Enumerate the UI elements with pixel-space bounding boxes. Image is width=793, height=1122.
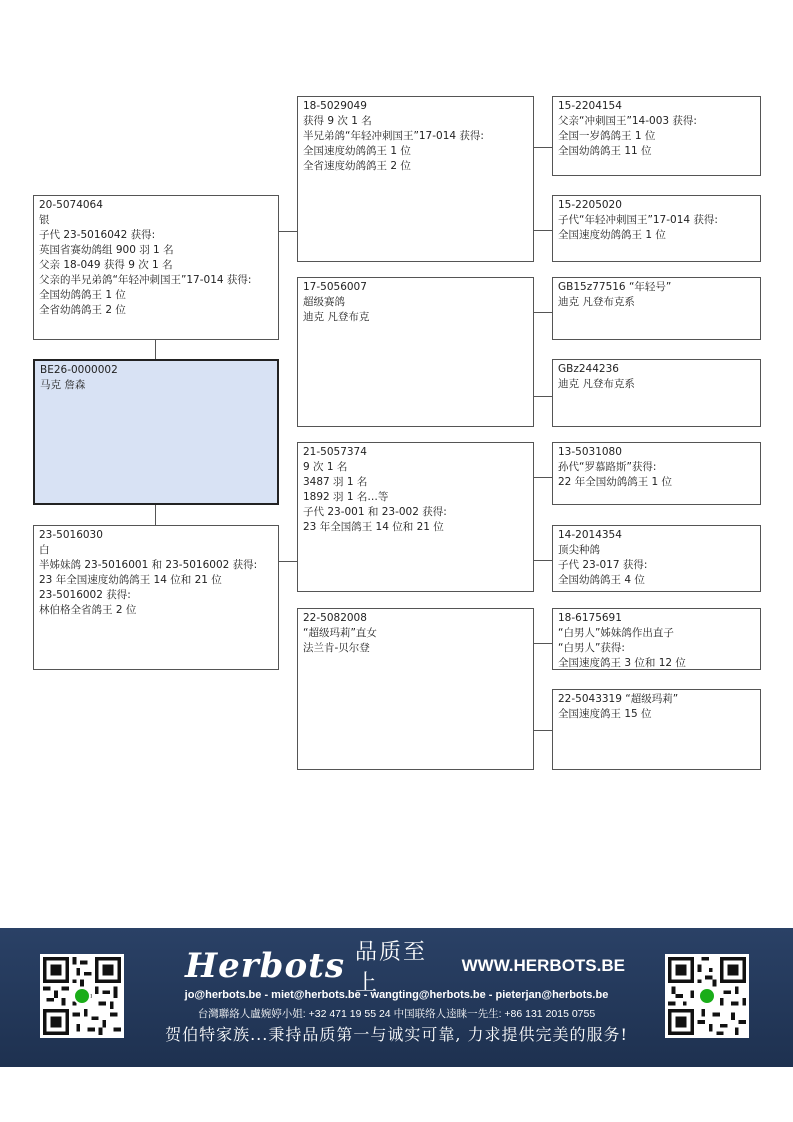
connector-gp2-to-ggp3	[534, 312, 552, 313]
connector-sire-subject	[155, 340, 156, 359]
connector-gp4-to-ggp8	[534, 730, 552, 731]
great-grandparent-1-box: 15-2204154 父亲“冲刺国王”14-003 获得: 全国一岁鸽鸽王 1 位 全国幼鸽鸽王 11 位	[552, 96, 761, 176]
connector-gp4-to-ggp7	[534, 643, 552, 644]
connector-gp2-to-ggp4	[534, 396, 552, 397]
connector-subject-dam	[155, 505, 156, 525]
great-grandparent-7-box: 18-6175691 “白男人”姊妹鸽作出直子 “白男人”获得: 全国速度鸽王 3 位和 12 位	[552, 608, 761, 670]
great-grandparent-4-box: GBz244236 迪克 凡登布克系	[552, 359, 761, 427]
sire-box: 20-5074064 银 子代 23-5016042 获得: 英国省赛幼鸽组 900 羽 1 名 父亲 18-049 获得 9 次 1 名 父亲的半兄弟鸽“年轻冲刺国王”17-014 获得: 全国幼鸽鸽王 1 位 全省幼鸽鸽王 2 位	[33, 195, 279, 340]
connector-gp1-to-ggp2	[534, 230, 552, 231]
great-grandparent-6-box: 14-2014354 顶尖种鸽 子代 23-017 获得: 全国幼鸽鸽王 4 位	[552, 525, 761, 592]
connector-sire-to-gp	[279, 231, 297, 232]
dam-sire-box: 21-5057374 9 次 1 名 3487 羽 1 名 1892 羽 1 名…等 子代 23-001 和 23-002 获得: 23 年全国鸽王 14 位和 21 位	[297, 442, 534, 592]
subject-box: BE26-0000002 马克 詹森	[33, 359, 279, 505]
qr-code-wechat-icon[interactable]	[665, 954, 749, 1038]
contact-emails[interactable]: jo@herbots.be - miet@herbots.be - wangting@herbots.be - pieterjan@herbots.be	[184, 989, 609, 1001]
website-link[interactable]: WWW.HERBOTS.BE	[461, 956, 625, 975]
brand-logo: Herbots	[185, 946, 345, 986]
great-grandparent-5-box: 13-5031080 孙代“罗慕路斯”获得: 22 年全国幼鸽鸽王 1 位	[552, 442, 761, 505]
brand-slogan: 品质至上	[354, 940, 427, 996]
line-badge-icon	[73, 987, 91, 1005]
dam-dam-box: 22-5082008 “超级玛莉”直女 法兰肯-贝尔登	[297, 608, 534, 770]
wechat-badge-icon	[698, 987, 716, 1005]
qr-code-line-icon[interactable]	[40, 954, 124, 1038]
contact-phones: 台灣聯絡人盧婉婷小姐: +32 471 19 55 24 中国联络人逵睐一先生: +86 131 2015 0755	[197, 1008, 596, 1020]
sire-sire-box: 18-5029049 获得 9 次 1 名 半兄弟鸽“年轻冲刺国王”17-014 获得: 全国速度幼鸽鸽王 1 位 全省速度幼鸽鸽王 2 位	[297, 96, 534, 262]
sire-dam-box: 17-5056007 超级赛鸽 迪克 凡登布克	[297, 277, 534, 427]
connector-gp1-to-ggp	[534, 147, 552, 148]
great-grandparent-3-box: GB15z77516 “年轻号” 迪克 凡登布克系	[552, 277, 761, 340]
connector-gp3-to-ggp6	[534, 560, 552, 561]
great-grandparent-2-box: 15-2205020 子代“年轻冲刺国王”17-014 获得: 全国速度幼鸽鸽王 1 位	[552, 195, 761, 262]
connector-gp3-to-ggp5	[534, 477, 552, 478]
great-grandparent-8-box: 22-5043319 “超级玛莉” 全国速度鸽王 15 位	[552, 689, 761, 770]
footer-banner	[0, 928, 793, 1067]
connector-dam-to-gp	[279, 561, 297, 562]
tagline: 贺伯特家族...秉持品质第一与诚实可靠, 力求提供完美的服务!	[165, 1025, 628, 1044]
dam-box: 23-5016030 白 半姊妹鸽 23-5016001 和 23-5016002 获得: 23 年全国速度幼鸽鸽王 14 位和 21 位 23-5016002 获得: 林伯格全省鸽王 2 位	[33, 525, 279, 670]
